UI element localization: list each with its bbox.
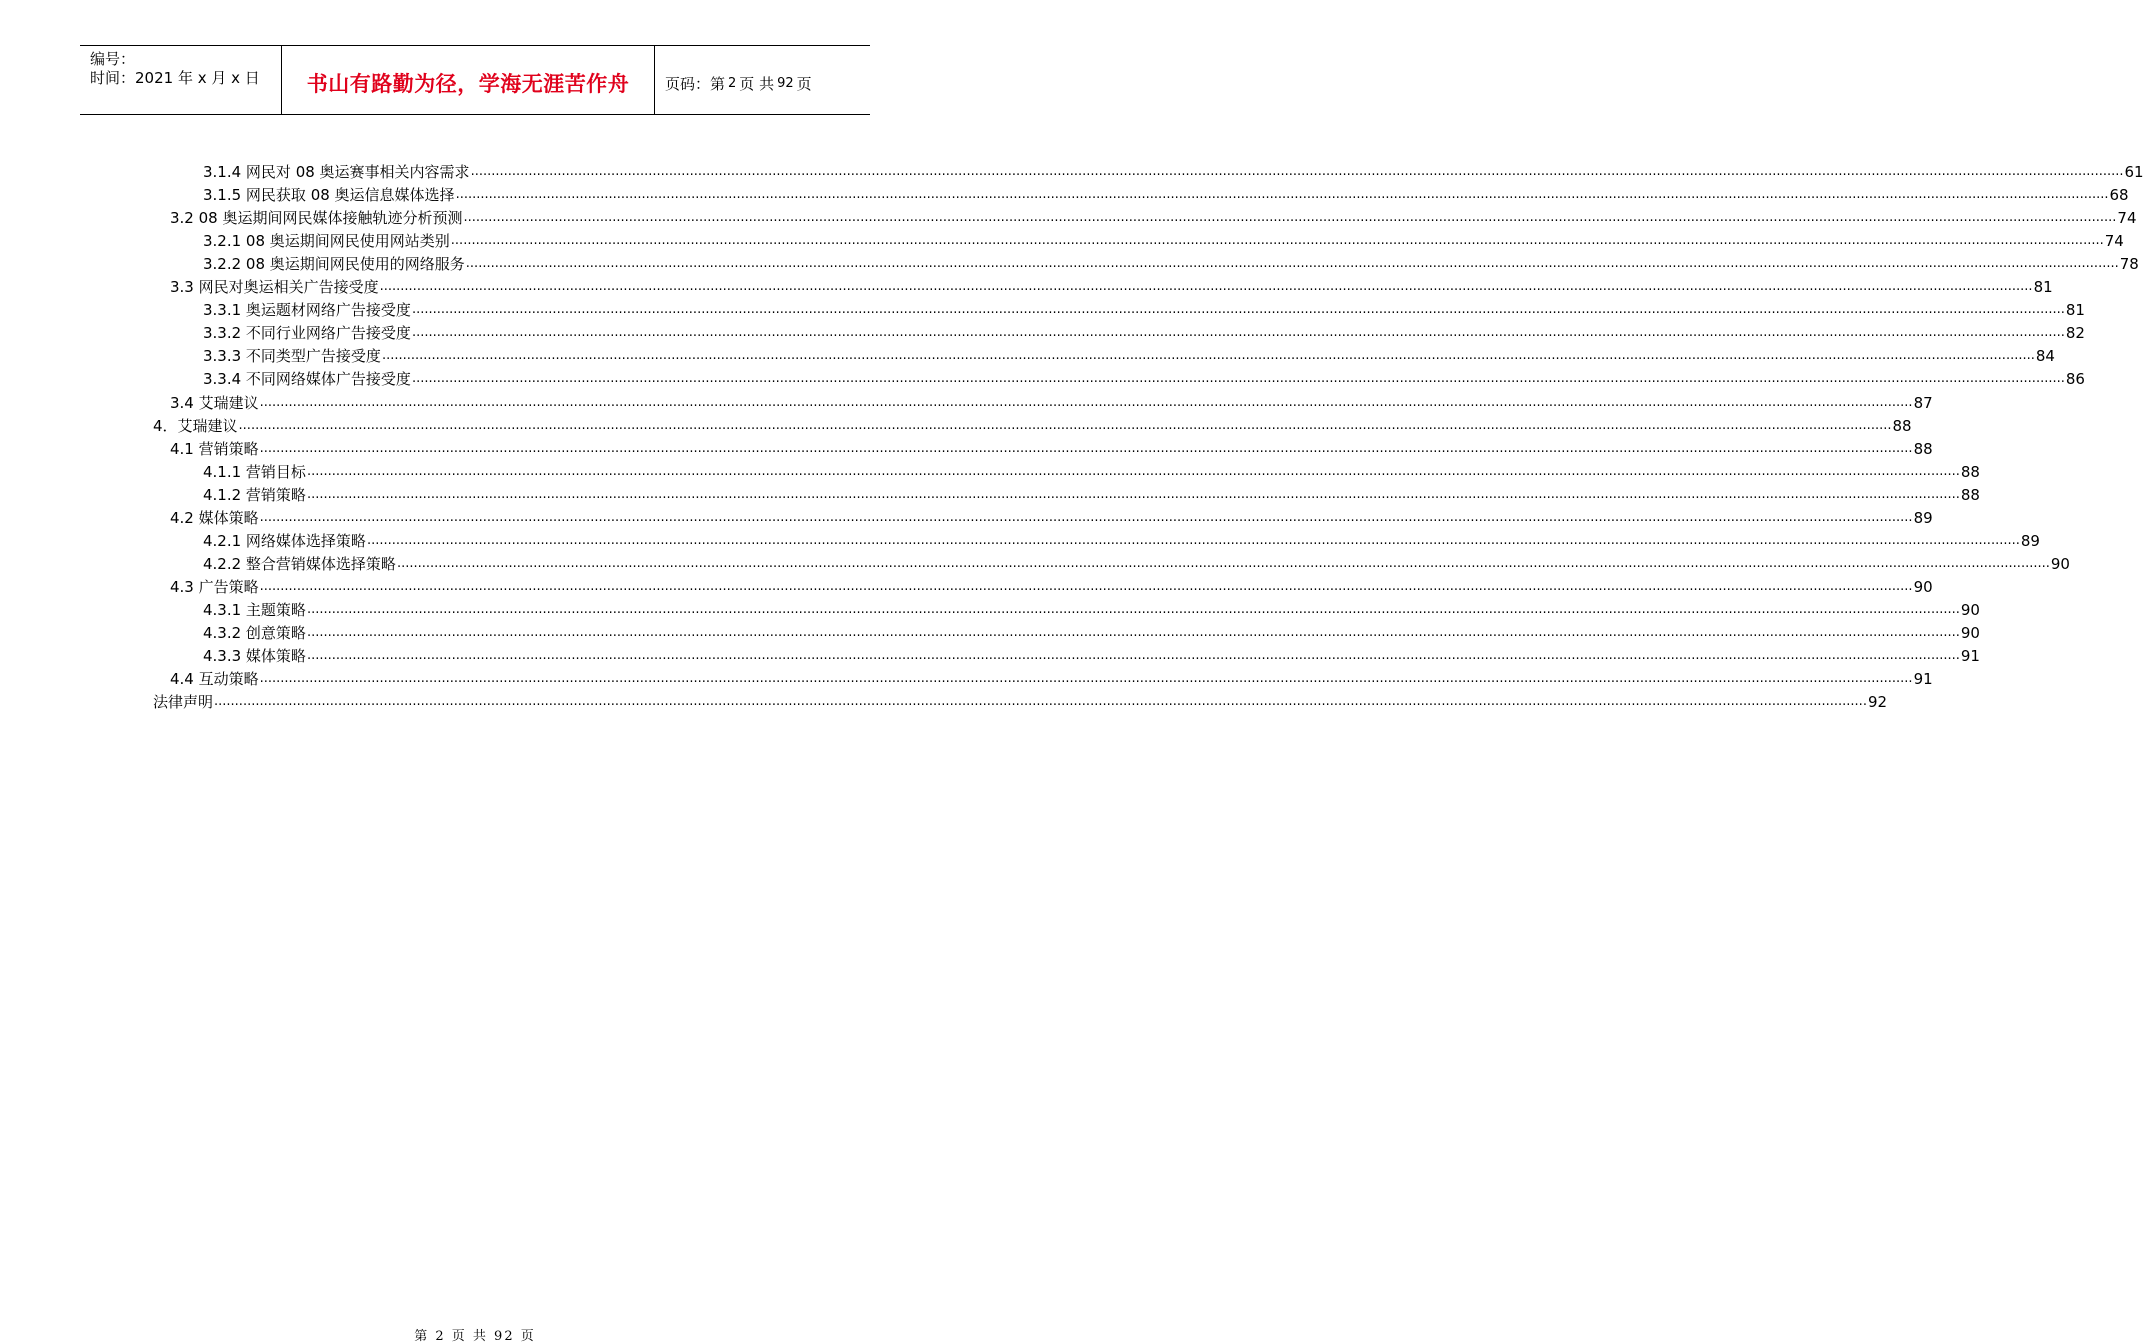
toc-dot-leader: ................................................................................................................................................................................................................................................................................................................................................................................................................ [259, 578, 1913, 594]
toc-entry-label: 3.3 网民对奥运相关广告接受度 [170, 278, 379, 297]
toc-dot-leader: ................................................................................................................................................................................................................................................................................................................................................................................................................ [238, 417, 1892, 433]
document-number-label: 编号： [90, 50, 136, 68]
toc-dot-leader: ................................................................................................................................................................................................................................................................................................................................................................................................................ [463, 210, 2117, 226]
toc-entry-page: 90 [1960, 624, 1980, 642]
toc-dot-leader: ................................................................................................................................................................................................................................................................................................................................................................................................................ [306, 486, 1960, 502]
toc-entry-page: 88 [1892, 416, 1912, 435]
toc-dot-leader: ................................................................................................................................................................................................................................................................................................................................................................................................................ [411, 325, 2065, 341]
toc-entry-page: 87 [1913, 393, 1933, 412]
toc-entry-page: 90 [2050, 554, 2070, 573]
toc-dot-leader: ................................................................................................................................................................................................................................................................................................................................................................................................................ [214, 694, 1867, 710]
toc-entry-label: 4.2.1 网络媒体选择策略 [203, 531, 366, 550]
toc-dot-leader: ................................................................................................................................................................................................................................................................................................................................................................................................................ [259, 509, 1913, 525]
toc-dot-leader: ................................................................................................................................................................................................................................................................................................................................................................................................................ [455, 187, 2109, 203]
toc-entry[interactable] [203, 343, 2055, 366]
toc-entry-page: 74 [2117, 209, 2137, 228]
toc-entry-page: 81 [2065, 301, 2085, 320]
toc-entry[interactable] [203, 366, 2085, 389]
toc-dot-leader: ................................................................................................................................................................................................................................................................................................................................................................................................................ [306, 625, 1960, 640]
toc-entry-label: 4.2.2 整合营销媒体选择策略 [203, 554, 396, 573]
toc-entry-label: 3.1.4 网民对 08 奥运赛事相关内容需求 [203, 163, 470, 181]
toc-entry-label: 4.4 互动策略 [170, 670, 259, 689]
toc-dot-leader: ................................................................................................................................................................................................................................................................................................................................................................................................................ [411, 302, 2065, 318]
toc-entry-page: 61 [2124, 163, 2144, 181]
toc-entry[interactable] [203, 251, 2139, 274]
page-footer: 第 2 页 共 92 页 [414, 1329, 536, 1344]
toc-entry-page: 88 [1960, 485, 1980, 504]
toc-dot-leader: ................................................................................................................................................................................................................................................................................................................................................................................................................ [259, 440, 1913, 456]
toc-entry[interactable] [170, 274, 2053, 297]
toc-entry-page: 89 [2020, 531, 2040, 550]
toc-entry-label: 3.2 08 奥运期间网民媒体接触轨迹分析预测 [170, 209, 463, 228]
toc-entry-page: 86 [2065, 370, 2085, 389]
toc-entry[interactable] [170, 205, 2137, 228]
header-page-indicator [655, 46, 870, 114]
toc-dot-leader: ................................................................................................................................................................................................................................................................................................................................................................................................................ [379, 279, 2033, 295]
toc-dot-leader: ................................................................................................................................................................................................................................................................................................................................................................................................................ [306, 648, 1960, 664]
toc-entry-page: 68 [2109, 186, 2129, 205]
toc-entry[interactable] [203, 297, 2085, 320]
toc-entry[interactable] [203, 159, 2144, 181]
header-motto: 书山有路勤为径，学海无涯苦作舟 [282, 46, 655, 114]
toc-entry[interactable] [203, 459, 1980, 481]
toc-entry[interactable] [203, 228, 2124, 251]
toc-entry[interactable] [203, 620, 1980, 642]
page-mid: 页 共 [739, 74, 775, 93]
toc-entry-page: 91 [1960, 647, 1980, 666]
toc-entry-label: 4.1.1 营销目标 [203, 462, 306, 481]
toc-entry[interactable] [170, 390, 1933, 412]
toc-entry[interactable] [170, 505, 1933, 527]
toc-entry-label: 4.1 营销策略 [170, 439, 259, 458]
page-total: 92 [777, 75, 794, 91]
toc-entry-label: 3.3.3 不同类型广告接受度 [203, 347, 381, 366]
toc-entry[interactable] [203, 528, 2040, 550]
toc-entry-page: 84 [2035, 347, 2055, 366]
toc-entry[interactable] [170, 574, 1933, 596]
toc-dot-leader: ................................................................................................................................................................................................................................................................................................................................................................................................................ [470, 164, 2124, 179]
toc-entry-page: 78 [2119, 255, 2139, 274]
toc-entry-page: 82 [2065, 324, 2085, 343]
toc-entry-page: 88 [1913, 439, 1933, 458]
toc-entry-label: 3.2.1 08 奥运期间网民使用网站类别 [203, 232, 450, 251]
toc-entry-page: 92 [1867, 693, 1888, 712]
toc-entry-label: 4.3 广告策略 [170, 577, 259, 596]
toc-dot-leader: ................................................................................................................................................................................................................................................................................................................................................................................................................ [450, 233, 2104, 249]
toc-dot-leader: ................................................................................................................................................................................................................................................................................................................................................................................................................ [306, 463, 1960, 479]
toc-entry[interactable] [170, 436, 1933, 458]
toc-entry[interactable] [203, 643, 1980, 666]
toc-dot-leader: ................................................................................................................................................................................................................................................................................................................................................................................................................ [465, 256, 2119, 272]
toc-entry-label: 4.3.2 创意策略 [203, 624, 306, 642]
page-prefix: 页码：第 [665, 74, 726, 93]
toc-entry-label: 3.3.2 不同行业网络广告接受度 [203, 324, 411, 343]
document-date-label: 时间：2021 年 x 月 x 日 [90, 69, 260, 87]
toc-dot-leader: ................................................................................................................................................................................................................................................................................................................................................................................................................ [259, 671, 1913, 687]
toc-entry-label: 4.1.2 营销策略 [203, 485, 306, 504]
toc-entry[interactable] [153, 689, 1888, 712]
toc-entry-page: 90 [1960, 600, 1980, 619]
toc-entry-label: 3.4 艾瑞建议 [170, 393, 259, 412]
toc-dot-leader: ................................................................................................................................................................................................................................................................................................................................................................................................................ [381, 348, 2035, 364]
page-current: 2 [728, 75, 737, 91]
toc-entry[interactable] [203, 482, 1980, 504]
toc-entry-label: 3.1.5 网民获取 08 奥运信息媒体选择 [203, 186, 455, 205]
toc-entry-label: 4．艾瑞建议 [153, 416, 238, 435]
toc-entry-label: 4.3.1 主题策略 [203, 600, 306, 619]
toc-entry[interactable] [170, 666, 1933, 689]
toc-dot-leader: ................................................................................................................................................................................................................................................................................................................................................................................................................ [411, 371, 2065, 387]
toc-entry-page: 88 [1960, 462, 1980, 481]
toc-entry[interactable] [203, 182, 2129, 205]
page-header [80, 45, 870, 115]
page-suffix: 页 [796, 74, 812, 93]
toc-entry-label: 法律声明 [153, 693, 214, 712]
toc-entry-page: 90 [1913, 577, 1933, 596]
toc-entry-page: 89 [1913, 508, 1933, 527]
toc-dot-leader: ................................................................................................................................................................................................................................................................................................................................................................................................................ [396, 555, 2050, 571]
toc-entry-label: 3.3.1 奥运题材网络广告接受度 [203, 301, 411, 320]
header-meta [80, 46, 282, 114]
toc-entry-page: 74 [2104, 232, 2124, 251]
toc-entry[interactable] [153, 413, 1912, 435]
toc-entry-label: 3.2.2 08 奥运期间网民使用的网络服务 [203, 255, 465, 274]
toc-entry[interactable] [203, 597, 1980, 619]
toc-dot-leader: ................................................................................................................................................................................................................................................................................................................................................................................................................ [259, 394, 1913, 410]
toc-entry-label: 4.3.3 媒体策略 [203, 647, 306, 666]
toc-entry[interactable] [203, 551, 2070, 573]
toc-dot-leader: ................................................................................................................................................................................................................................................................................................................................................................................................................ [306, 601, 1960, 617]
toc-entry-label: 4.2 媒体策略 [170, 508, 259, 527]
toc-dot-leader: ................................................................................................................................................................................................................................................................................................................................................................................................................ [366, 532, 2020, 548]
toc-entry-page: 81 [2033, 278, 2053, 297]
toc-entry-page: 91 [1913, 670, 1933, 689]
toc-entry-label: 3.3.4 不同网络媒体广告接受度 [203, 370, 411, 389]
toc-entry[interactable] [203, 320, 2085, 343]
